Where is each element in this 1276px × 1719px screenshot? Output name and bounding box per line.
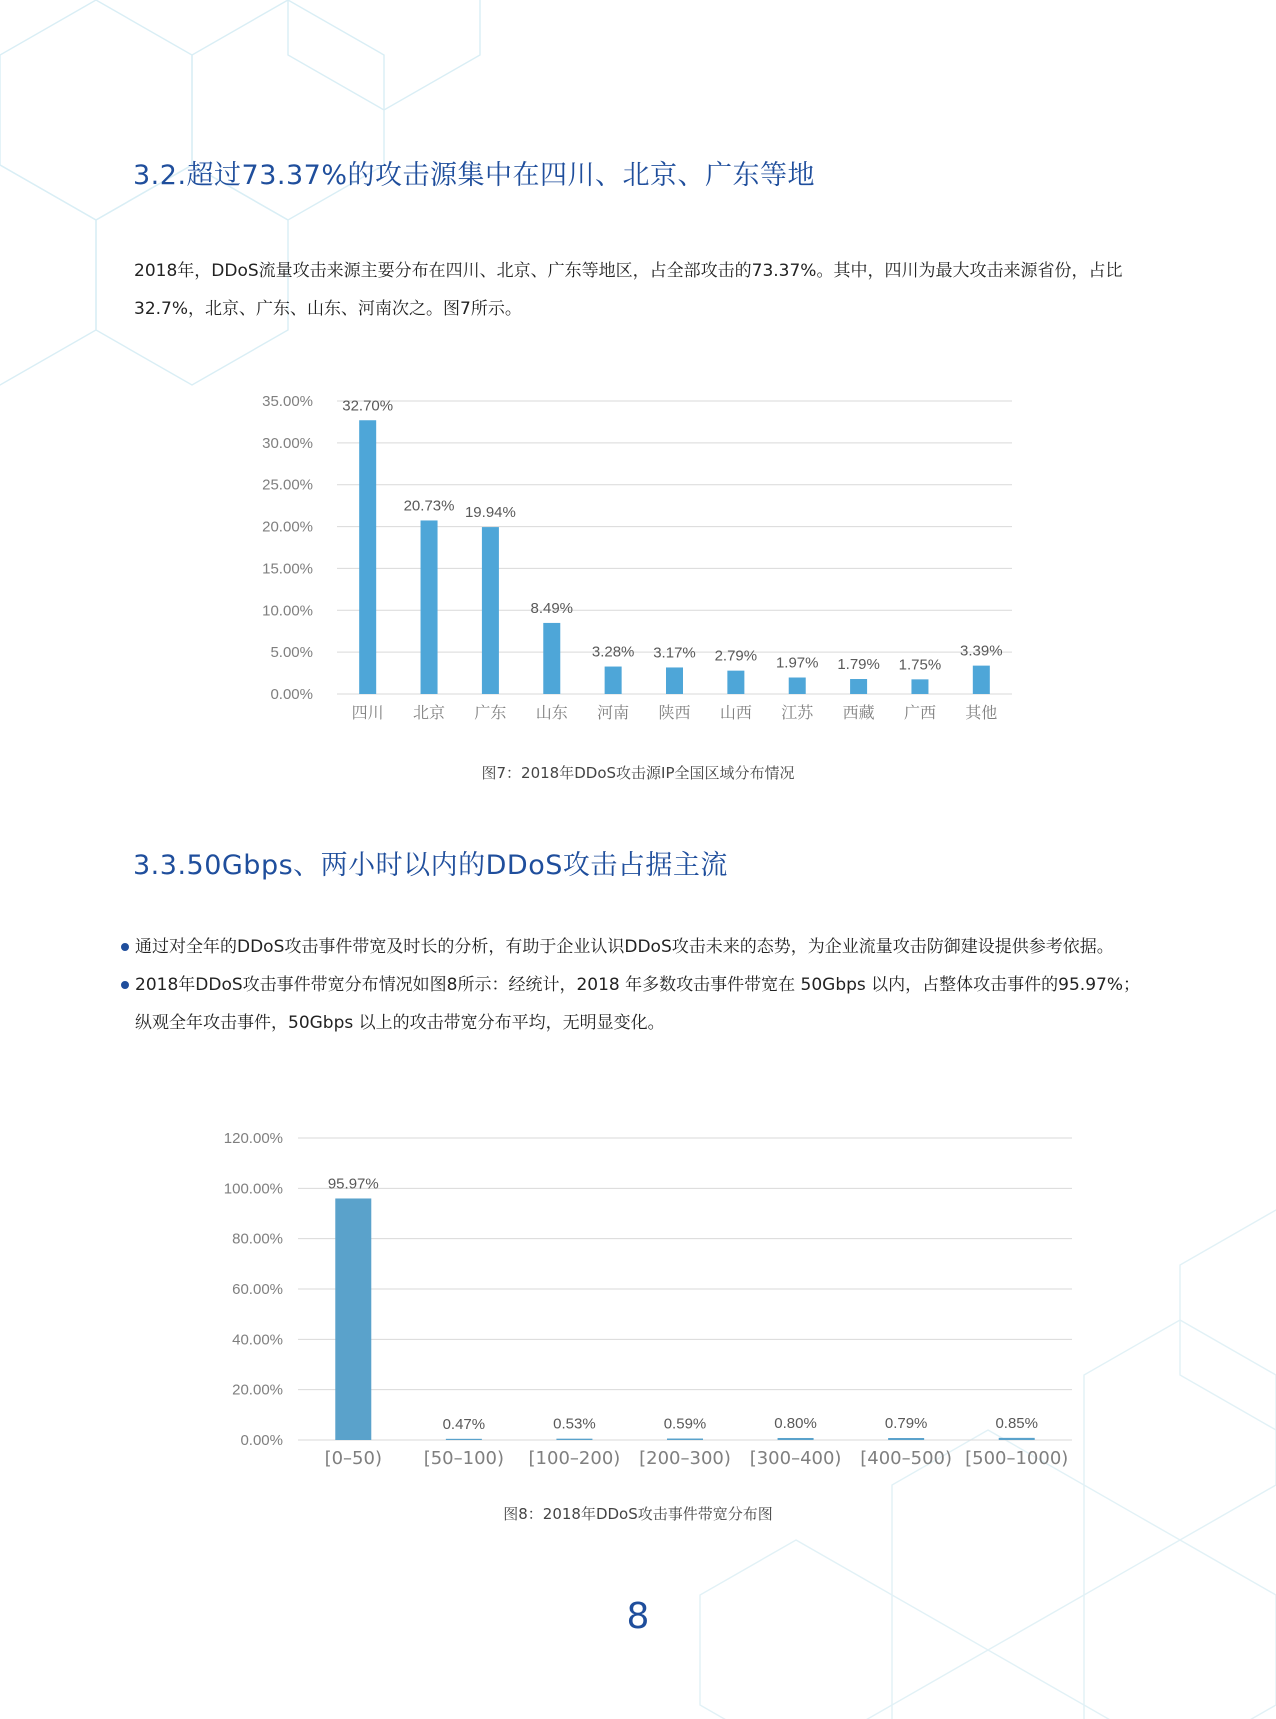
data-label: 0.47% — [442, 1415, 486, 1433]
bar — [973, 666, 990, 694]
data-label: 3.17% — [653, 644, 696, 662]
bullet-text: 2018年DDoS攻击事件带宽分布情况如图8所示：经统计，2018 年多数攻击事件带宽在 50Gbps 以内，占整体攻击事件的95.97%；纵观全年攻击事件，50Gbps 以上的攻击带宽分布平均，无明显变化。 — [135, 975, 1140, 1033]
x-tick-label: [200–300) — [639, 1448, 731, 1469]
y-tick-label: 35.00% — [262, 393, 313, 410]
x-tick-label: 山西 — [719, 703, 752, 722]
data-label: 32.70% — [342, 397, 394, 415]
figure-7-caption: 图7：2018年DDoS攻击源IP全国区域分布情况 — [481, 764, 795, 782]
y-tick-label: 15.00% — [262, 560, 313, 578]
bullet-dot-icon — [121, 943, 129, 951]
bar — [556, 1439, 592, 1440]
bar — [335, 1198, 371, 1440]
x-tick-label: 广西 — [903, 703, 936, 722]
bar — [359, 420, 376, 694]
x-tick-label: [100–200) — [528, 1448, 621, 1469]
bar — [605, 667, 622, 694]
y-tick-label: 10.00% — [262, 602, 313, 620]
x-tick-label: 陕西 — [658, 703, 691, 722]
bar — [482, 527, 499, 694]
x-tick-label: 其他 — [965, 703, 998, 722]
data-label: 1.75% — [898, 656, 942, 674]
bullet-text: 通过对全年的DDoS攻击事件带宽及时长的分析，有助于企业认识DDoS攻击未来的态势，为企业流量攻击防御建设提供参考依据。 — [135, 937, 1114, 957]
bar — [911, 679, 928, 694]
data-label: 0.53% — [553, 1415, 596, 1433]
bar — [543, 623, 560, 694]
x-tick-label: [0–50) — [324, 1448, 382, 1469]
y-tick-label: 0.00% — [270, 686, 313, 703]
x-tick-label: [400–500) — [860, 1448, 953, 1469]
y-tick-label: 30.00% — [262, 434, 313, 452]
x-tick-label: [300–400) — [749, 1448, 842, 1469]
bullet-item — [118, 928, 1148, 966]
data-label: 3.39% — [960, 642, 1003, 660]
data-label: 0.79% — [884, 1415, 928, 1433]
x-tick-label: 西藏 — [842, 703, 875, 722]
data-label: 20.73% — [403, 497, 455, 515]
bullet-dot-icon — [121, 981, 129, 989]
figure-8-caption: 图8：2018年DDoS攻击事件带宽分布图 — [503, 1505, 773, 1523]
section-3-3-bullet-list — [118, 928, 1148, 1042]
bar — [446, 1439, 482, 1440]
y-tick-label: 25.00% — [262, 476, 313, 494]
data-label: 95.97% — [327, 1175, 379, 1193]
data-label: 2.79% — [714, 647, 758, 665]
y-tick-label: 5.00% — [270, 644, 313, 662]
bar — [666, 667, 683, 694]
x-tick-label: [500–1000) — [965, 1448, 1069, 1469]
bar — [888, 1438, 924, 1440]
bar — [999, 1438, 1035, 1440]
y-tick-label: 20.00% — [262, 518, 313, 536]
x-tick-label: 北京 — [413, 703, 446, 722]
y-tick-label: 120.00% — [223, 1130, 283, 1147]
y-tick-label: 80.00% — [232, 1230, 283, 1248]
data-label: 3.28% — [591, 643, 635, 661]
page-number: 8 — [626, 1596, 650, 1637]
y-tick-label: 0.00% — [240, 1432, 283, 1449]
y-tick-label: 20.00% — [232, 1381, 283, 1399]
data-label: 1.97% — [775, 654, 819, 672]
y-tick-label: 40.00% — [232, 1331, 283, 1349]
x-tick-label: 广东 — [474, 703, 507, 722]
bar — [778, 1438, 814, 1440]
bar — [667, 1439, 703, 1440]
data-label: 0.80% — [774, 1414, 817, 1432]
data-label: 8.49% — [530, 599, 574, 617]
bar — [789, 678, 806, 694]
bar — [421, 520, 438, 694]
y-tick-label: 100.00% — [223, 1180, 283, 1198]
x-tick-label: 河南 — [597, 703, 630, 722]
bar — [850, 679, 867, 694]
data-label: 1.79% — [837, 656, 880, 674]
data-label: 0.85% — [995, 1414, 1038, 1432]
x-tick-label: [50–100) — [423, 1448, 505, 1469]
x-tick-label: 山东 — [535, 703, 568, 722]
bullet-item — [118, 966, 1148, 1042]
section-heading-3-3: 3.3.50Gbps、两小时以内的DDoS攻击占据主流 — [133, 850, 728, 881]
y-tick-label: 60.00% — [232, 1281, 283, 1298]
data-label: 19.94% — [464, 504, 516, 522]
section-3-2-paragraph: 2018年，DDoS流量攻击来源主要分布在四川、北京、广东等地区，占全部攻击的73.37%。其中，四川为最大攻击来源省份，占比32.7%，北京、广东、山东、河南次之。图7所示。 — [134, 261, 1123, 319]
data-label: 0.59% — [663, 1415, 707, 1433]
bar — [727, 671, 744, 694]
x-tick-label: 四川 — [351, 703, 384, 722]
x-tick-label: 江苏 — [781, 703, 814, 722]
section-heading-3-2: 3.2.超过73.37%的攻击源集中在四川、北京、广东等地 — [133, 160, 815, 191]
